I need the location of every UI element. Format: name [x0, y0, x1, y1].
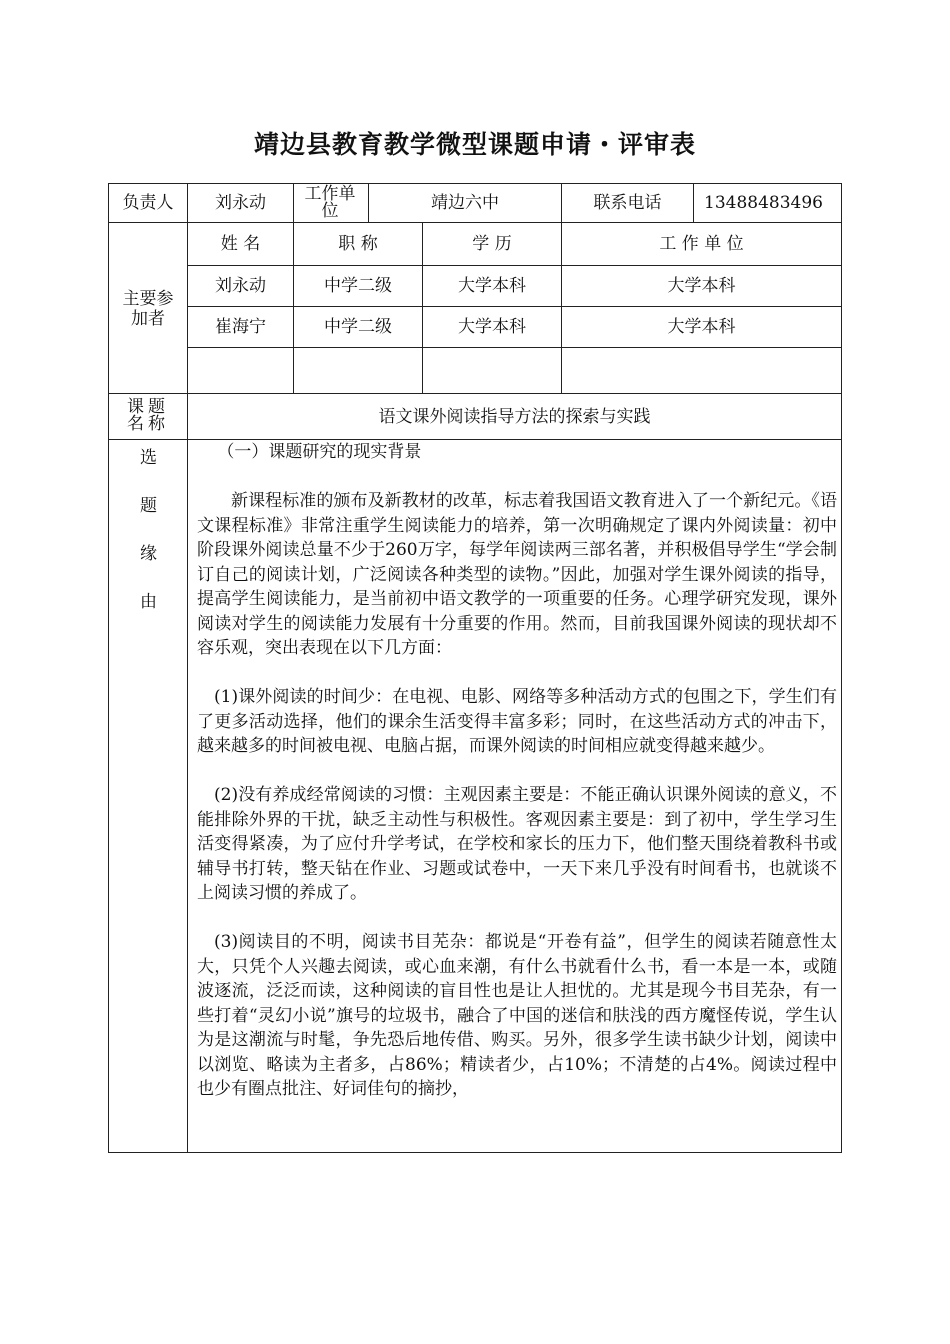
reason-label-char-3: 缘: [140, 544, 157, 564]
topic-label: 课题名称: [127, 397, 169, 434]
reason-label-char-4: 由: [140, 592, 157, 612]
reason-paragraph-3: (2)没有养成经常阅读的习惯：主观因素主要是：不能正确认识课外阅读的意义，不能排除外界的干扰，缺乏主动性与积极性。客观因素主要是：到了初中，学生学习生活变得紧凑，为了应付升学考试，在学校和家长的压力下，他们整天围绕着教科书或辅导书打转，整天钻在作业、习题或试卷中，一天下来几乎没有时间看书，也就谈不上阅读习惯的养成了。: [197, 785, 837, 903]
reason-label-char-2: 题: [140, 496, 157, 516]
phone-label: 联系电话: [593, 193, 662, 213]
participant-2-name: 崔海宁: [215, 317, 266, 337]
unit-value: 靖边六中: [431, 193, 499, 213]
participant-1-workplace: 大学本科: [667, 276, 736, 296]
col-education: 学 历: [472, 234, 512, 254]
participant-2-workplace: 大学本科: [667, 317, 736, 337]
participant-2-education: 大学本科: [458, 317, 526, 337]
participant-2-title: 中学二级: [324, 317, 392, 337]
participant-1-title: 中学二级: [324, 276, 392, 296]
reason-heading: （一）课题研究的现实背景: [217, 442, 422, 462]
col-workplace: 工 作 单 位: [659, 234, 744, 254]
reason-paragraph-1: 新课程标准的颁布及新教材的改革，标志着我国语文教育进入了一个新纪元。《语文课程标准》非常注重学生阅读能力的培养，第一次明确规定了课内外阅读量：初中阶段课外阅读总量不少于260万字，每学年阅读两三部名著，并积极倡导学生“学会制订自己的阅读计划，广泛阅读各种类型的读物。”因此，加强对学生课外阅读的指导，提高学生阅读能力，是当前初中语文教学的一项重要的任务。心理学研究发现，课外阅读对学生的阅读能力发展有十分重要的作用。然而，目前我国课外阅读的现状却不容乐观，突出表现在以下几方面：: [197, 491, 837, 658]
participant-1-name: 刘永动: [215, 276, 266, 296]
reason-paragraph-4: (3)阅读目的不明，阅读书目芜杂：都说是“开卷有益”，但学生的阅读若随意性太大，只凭个人兴趣去阅读，或心血来潮，有什么书就看什么书，看一本是一本，或随波逐流，泛泛而读，这种阅读的盲目性也是让人担忧的。尤其是现今书目芜杂，有一些打着“灵幻小说”旗号的垃圾书，融合了中国的迷信和肤浅的西方魔怪传说，学生认为是这潮流与时髦，争先恐后地传借、购买。另外，很多学生读书缺少计划，阅读中以浏览、略读为主者多，占86%；精读者少，占10%；不清楚的占4%。阅读过程中也少有圈点批注、好词佳句的摘抄，: [197, 932, 837, 1099]
leader-value: 刘永动: [215, 193, 266, 213]
reason-paragraph-2: (1)课外阅读的时间少：在电视、电影、网络等多种活动方式的包围之下，学生们有了更多活动选择，他们的课余生活变得丰富多彩；同时，在这些活动方式的冲击下，越来越多的时间被电视、电脑占据，而课外阅读的时间相应就变得越来越少。: [197, 687, 837, 756]
reason-label-char-1: 选: [140, 448, 157, 468]
leader-label: 负责人: [122, 193, 174, 213]
topic-value: 语文课外阅读指导方法的探索与实践: [378, 406, 651, 427]
page-title: 靖边县教育教学微型课题申请・评审表: [253, 130, 696, 159]
participant-1-education: 大学本科: [458, 276, 526, 296]
col-name: 姓 名: [220, 234, 261, 254]
reason-body: [197, 440, 837, 1102]
phone-value: 13488483496: [704, 193, 823, 213]
col-title: 职 称: [338, 234, 378, 254]
unit-label: 工作单位: [304, 184, 356, 221]
participants-label: 主要参加者: [122, 289, 174, 329]
